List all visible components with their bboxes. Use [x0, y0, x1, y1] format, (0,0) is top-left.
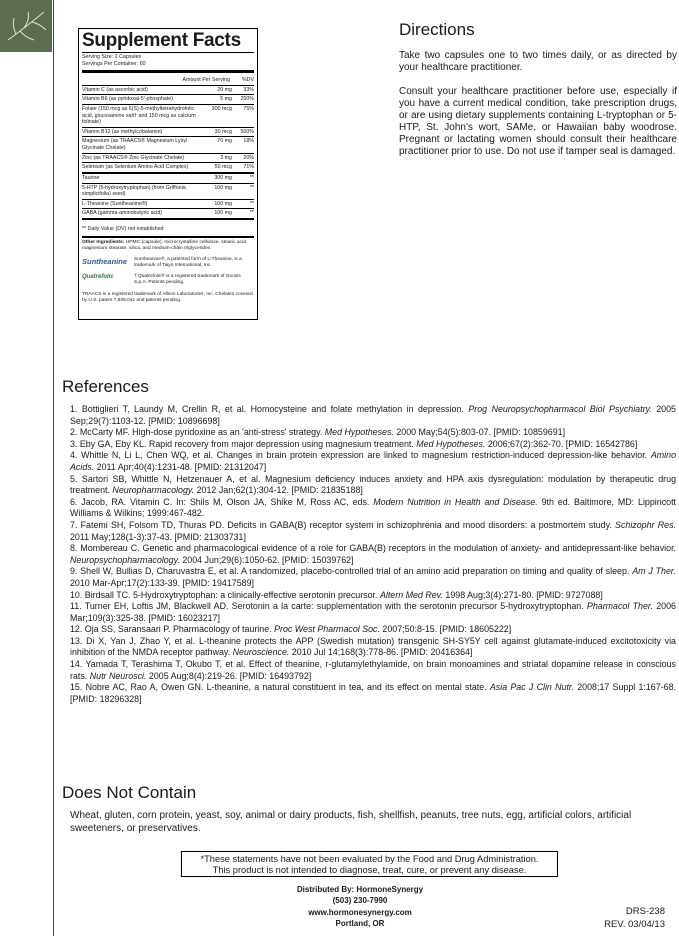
- facts-row: [82, 137, 254, 153]
- reference-text: 2. McCarty MF. High-dose pyridoxine as an 'anti-stress' strategy.: [70, 427, 325, 438]
- reference-journal: Prog Neuropsychopharmacol Biol Psychiatry.: [468, 404, 652, 414]
- reference-text: 5. Sartori SB, Whittle N, Hetzenauer A, et al. Magnesium deficiency induces anxiety and HPA axis dysregulation: modulation by therapeutic drug treatment.: [70, 473, 676, 496]
- reference-citation: 2006;67(2):362-70. [PMID: 16542786]: [485, 438, 638, 449]
- reference-text: 13. Di X, Yan J, Zhao Y, et al. L-theanine protects the APP (Swedish mutation) transgenic SH-SY5Y cell against glutamate-induced excitotoxicity via inhibition of the NMDA receptor pathway.: [70, 635, 676, 658]
- reference-item: [70, 427, 676, 439]
- suntheanine-block: [82, 257, 254, 269]
- facts-row: [82, 105, 254, 128]
- reference-citation: 2010 Jul 14;168(3):778-86. [PMID: 20416364]: [289, 647, 473, 658]
- directions-warning: Consult your healthcare practitioner before use, especially if you have a current medical condition, take prescription drugs, or are using dietary supplements containing L-tryptophan or 5-HTP, St. John's wort, SAMe, or Hawaiian baby woodrose. Pregnant or lactating women should consult their healthcare practitioner prior to use. Do not use if tamper seal is damaged.: [399, 86, 677, 158]
- reference-citation: 2005 Sep;29(7):1103-12. [PMID: 10896698]: [70, 404, 676, 426]
- distributor-phone: (503) 230-7990: [332, 896, 388, 906]
- reference-text: 12. Oja SS, Saransaari P. Pharmacology of taurine.: [70, 624, 275, 635]
- reference-journal: Nutr Neurosci.: [89, 670, 147, 681]
- nutrient-dv: 33%: [243, 86, 254, 93]
- distributor-block: [280, 884, 440, 930]
- facts-row: [82, 184, 254, 200]
- serving-info: [82, 53, 254, 73]
- reference-journal: Neuroscience.: [232, 647, 290, 658]
- other-ingredients-text: HPMC (capsule), microcrystalline cellulose, stearic acid, magnesium stearate, silica, and medium-chain triglycerides: [82, 239, 248, 251]
- distributor-website: www.hormonesynergy.com: [308, 907, 412, 917]
- reference-text: 1. Bottiglieri T, Laundy M, Crellin R, et al. Homocysteine and folate methylation in depression.: [70, 404, 469, 414]
- directions-heading: Directions: [399, 20, 475, 39]
- reference-text: 11. Turner EH, Loftis JM, Blackwell AD. Serotonin a la carte: supplementation with the serotonin precursor 5-hydroxytryptophan.: [70, 601, 587, 612]
- reference-journal: Am J Ther.: [632, 566, 676, 577]
- reference-citation: 2004 Jun;29(6):1050-62. [PMID: 15039762]: [179, 554, 354, 565]
- quatrefolic-logo: Quatrefolic: [82, 273, 114, 280]
- nutrient-amount: 100 mg: [214, 184, 232, 191]
- dv-note: ** Daily Value (DV) not established: [82, 225, 164, 232]
- document-number: DRS-238: [625, 906, 665, 917]
- nutrient-dv: 18%: [243, 138, 254, 145]
- reference-item: [70, 404, 676, 427]
- document-code: [604, 905, 665, 931]
- traacs-note: TRAACS is a registered trademark of Albion Laboratories, Inc. Chelates covered by U.S. patent 7,838,042 and patents pending.: [82, 291, 253, 303]
- reference-citation: 2011 Apr;40(4):1231-48. [PMID: 21312047]: [94, 461, 267, 472]
- reference-journal: Neuropharmacology.: [112, 485, 195, 496]
- reference-journal: Neuropsychopharmacology.: [70, 554, 180, 565]
- reference-text: 10. Birdsall TC. 5-Hydroxytryptophan: a clinically-effective serotonin precursor.: [70, 589, 380, 600]
- servings-per-container: Servings Per Container: 60: [82, 60, 146, 67]
- reference-journal: Med Hypotheses.: [416, 438, 486, 449]
- reference-item: [70, 601, 676, 624]
- nutrient-dv: 75%: [243, 106, 254, 113]
- reference-item: [70, 682, 676, 705]
- reference-citation: 2012 Jan;62(1):304-12. [PMID: 21835188]: [194, 485, 363, 496]
- fda-disclaimer: [181, 851, 558, 877]
- disclaimer-line-1: *These statements have not been evaluated by the Food and Drug Administration.: [200, 854, 539, 864]
- does-not-contain-heading: Does Not Contain: [62, 783, 197, 802]
- reference-text: 7. Fatemi SH, Folsom TD, Thuras PD. Deficits in GABA(B) receptor system in schizophrenia and mood disorders: a postmortem study.: [70, 519, 616, 530]
- nutrient-amount: 5 mg: [220, 96, 232, 103]
- nutrient-dv: **: [249, 210, 254, 217]
- nutrient-amount: 100 mg: [214, 200, 232, 207]
- reference-journal: Med Hypotheses.: [324, 427, 394, 438]
- facts-row: [82, 128, 254, 138]
- reference-citation: 2011 May;128(1-3):37-43. [PMID: 21303731]: [70, 531, 246, 542]
- reference-citation: 2008;17 Suppl 1:167-68. [PMID: 18296328]: [70, 682, 676, 704]
- reference-citation: 1998 Aug;3(4):271-80. [PMID: 9727088]: [442, 589, 603, 600]
- serving-size: Serving Size: 2 Capsules: [82, 54, 142, 60]
- directions-text: Take two capsules one to two times daily, or as directed by your healthcare practitioner.: [399, 50, 677, 74]
- reference-journal: Amino Acids.: [70, 450, 676, 472]
- reference-item: [70, 543, 676, 566]
- other-ingredients-label: Other Ingredients:: [82, 239, 125, 245]
- reference-citation: 2000 May;54(5):803-07. [PMID: 10859691]: [393, 427, 566, 438]
- nutrient-dv: 250%: [240, 96, 254, 103]
- nutrient-name: Magnesium (as TRAACS® Magnesium Lysyl Glycinate Chelate): [82, 138, 188, 152]
- reference-item: [70, 566, 676, 589]
- supplement-facts-panel: [78, 28, 258, 320]
- nutrient-name: GABA (gamma-aminobutyric acid): [82, 210, 163, 217]
- nutrient-dv: 71%: [243, 164, 254, 171]
- supplement-facts-title: Supplement Facts: [82, 31, 254, 53]
- nutrient-amount: 100 mg: [214, 210, 232, 217]
- page-rule: [53, 0, 54, 936]
- reference-text: 15. Nobre AC, Rao A, Owen GN. L-theanine, a natural constituent in tea, and its effect on mental state.: [70, 682, 490, 693]
- reference-journal: Altern Med Rev.: [379, 589, 443, 600]
- reference-item: [70, 659, 676, 682]
- document-revision: REV. 03/04/13: [604, 919, 665, 930]
- leaf-branch-icon: [0, 0, 52, 52]
- reference-item: [70, 497, 676, 520]
- facts-header: [82, 73, 254, 86]
- nutrient-amount: 70 mg: [217, 138, 232, 145]
- distributor-name: Distributed By: HormoneSynergy: [296, 885, 424, 894]
- reference-journal: Proc West Pharmacol Soc.: [274, 624, 380, 635]
- reference-item: [70, 624, 676, 636]
- references-list: [70, 404, 676, 705]
- nutrient-amount: 300 mcg: [211, 106, 232, 113]
- nutrient-name: Vitamin C (as ascorbic acid): [82, 86, 148, 93]
- reference-citation: 2006 Mar;109(3):325-38. [PMID: 16023217]: [70, 601, 676, 623]
- nutrient-dv: **: [249, 174, 254, 181]
- amount-header: Amount Per Serving: [182, 77, 230, 84]
- nutrient-amount: 50 mcg: [214, 164, 232, 171]
- reference-citation: 2010 Mar-Apr;17(2):133-39. [PMID: 19417589]: [70, 577, 255, 588]
- reference-item: [70, 450, 676, 473]
- other-ingredients: [82, 236, 254, 252]
- reference-text: 4. Whittle N, Li L, Chen WQ, et al. Changes in brain protein expression are linked to magnesium restriction-induced depression-like behavior.: [70, 450, 651, 461]
- nutrient-amount: 20 mg: [217, 86, 232, 93]
- reference-citation: 2005 Aug;8(4):219-26. [PMID: 16493792]: [146, 670, 312, 681]
- nutrient-dv: **: [249, 184, 254, 191]
- nutrient-name: Vitamin B12 (as methylcobalamin): [82, 128, 163, 135]
- nutrient-dv: **: [249, 200, 254, 207]
- nutrient-name: Zinc (as TRAACS® Zinc Glycinate Chelate): [82, 154, 185, 161]
- reference-text: 3. Eby GA, Eby KL. Rapid recovery from major depression using magnesium treatment.: [70, 438, 417, 449]
- nutrient-name: Taurine: [82, 174, 100, 181]
- reference-citation: 9th ed. Baltimore, MD: Lippincott Williams & Wilkins; 1999:467-482.: [70, 496, 677, 519]
- facts-row: [82, 86, 254, 96]
- dv-header: %DV: [241, 77, 254, 84]
- suntheanine-note: Suntheanine®, a patented form of L-Theanine, is a trademark of Taiyo International, Inc.: [134, 256, 242, 268]
- reference-journal: Schizophr Res.: [615, 519, 676, 530]
- reference-text: 8. Mombereau C. Genetic and pharmacological evidence of a role for GABA(B) receptors in the modulation of anxiety- and antidepressant-like behavior.: [70, 543, 676, 554]
- facts-row: [82, 95, 254, 105]
- reference-item: [70, 439, 676, 451]
- reference-item: [70, 590, 676, 602]
- quatrefolic-block: [82, 274, 254, 286]
- suntheanine-logo: Suntheanine: [82, 256, 128, 266]
- nutrient-amount: 300 mg: [214, 174, 232, 181]
- facts-row: [82, 154, 254, 164]
- facts-row: [82, 209, 254, 220]
- quatrefolic-note: † Quatrefolic® is a registered trademark of Gnosis S.p.A. Patents pending.: [134, 273, 241, 285]
- reference-journal: Asia Pac J Clin Nutr.: [489, 682, 574, 693]
- reference-item: [70, 636, 676, 659]
- nutrient-name: Folate (150 mcg as 6(S)-5-methyltetrahydrofolic acid, glucosamine salt† and 150 mcg as calcium folinate): [82, 106, 196, 126]
- nutrient-dv: 500%: [240, 128, 254, 135]
- facts-row: [82, 174, 254, 184]
- nutrient-amount: 3 mg: [220, 154, 232, 161]
- brand-logo: [0, 0, 52, 52]
- facts-row: [82, 163, 254, 174]
- facts-row: [82, 200, 254, 210]
- nutrient-name: 5-HTP (5-hydroxytryptophan) (from Griffonia simplicifolia) seed): [82, 184, 186, 198]
- nutrient-name: Selenium (as Selenium Amino Acid Complex): [82, 164, 189, 171]
- reference-text: 6. Jacob, RA. Vitamin C. In: Shils M, Olson JA, Shike M, Ross AC, eds.: [70, 496, 374, 507]
- nutrient-name: L-Theanine (Suntheanine®): [82, 200, 148, 207]
- reference-text: 9. Shell W, Bullias D, Charuvastra E, et al. A randomized, placebo-controlled trial of an amino acid preparation on timing and quality of sleep.: [70, 566, 633, 577]
- reference-citation: 2007;50:8-15. [PMID: 18605222]: [379, 624, 512, 635]
- reference-item: [70, 474, 676, 497]
- reference-journal: Modern Nutrition in Health and Disease.: [373, 496, 538, 507]
- does-not-contain-text: Wheat, gluten, corn protein, yeast, soy, animal or dairy products, fish, shellfish, peanuts, tree nuts, egg, artificial colors, artificial sweeteners, or preservatives.: [70, 810, 632, 834]
- distributor-location: Portland, OR: [335, 919, 385, 929]
- references-heading: References: [62, 377, 149, 396]
- nutrient-amount: 30 mcg: [214, 128, 232, 135]
- reference-journal: Pharmacol Ther.: [586, 601, 653, 612]
- nutrient-dv: 20%: [243, 154, 254, 161]
- disclaimer-line-2: This product is not intended to diagnose, treat, cure, or prevent any disease.: [212, 865, 527, 875]
- reference-item: [70, 520, 676, 543]
- nutrient-name: Vitamin B6 (as pyridoxal-5'-phosphate): [82, 96, 174, 103]
- reference-text: 14. Yamada T, Terashima T, Okubo T, et al. Effect of theanine, r-glutamylethylamide, on brain monoamines and striatal dopamine release in conscious rats.: [70, 659, 676, 681]
